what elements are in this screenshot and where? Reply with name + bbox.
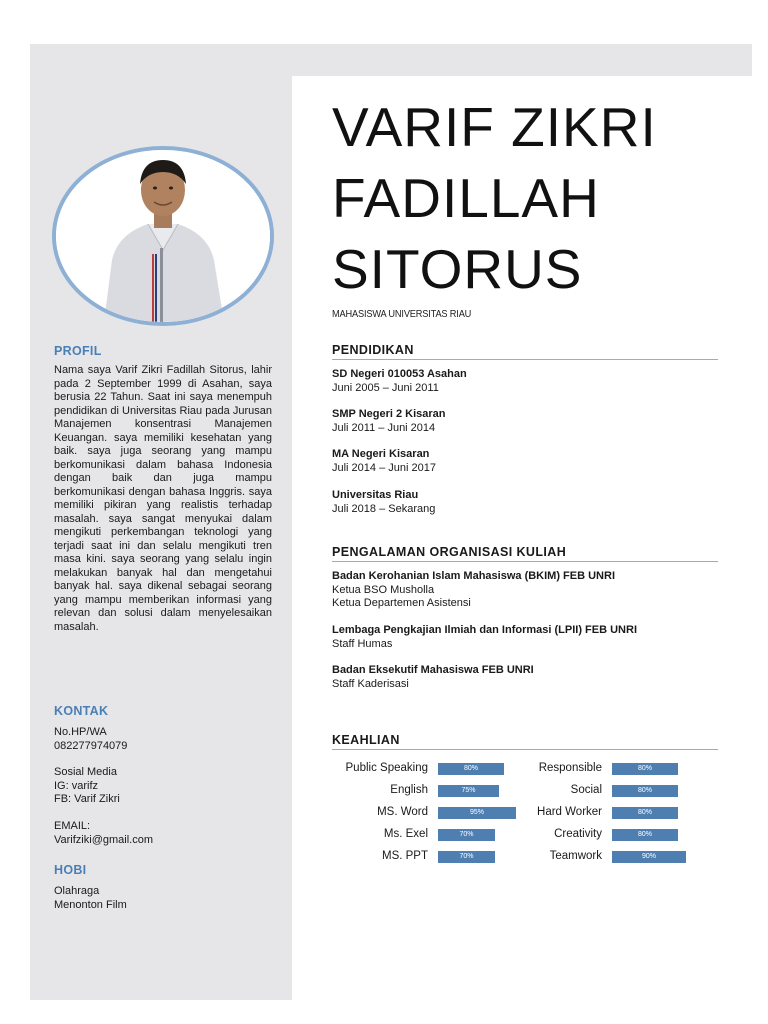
subtitle: MAHASISWA UNIVERSITAS RIAU [332,308,472,320]
school-period: Juli 2018 – Sekarang [332,502,436,515]
skill-label: Ms. Exel [383,828,428,840]
header-band [292,44,752,76]
contact-social [54,766,272,807]
organization-role: Staff Kaderisasi [332,677,409,690]
organization-item [332,570,615,611]
organisasi-heading: PENGALAMAN ORGANISASI KULIAH [332,545,718,562]
school-period: Juli 2011 – Juni 2014 [332,421,436,434]
email-label: EMAIL: [54,820,91,832]
pendidikan-heading: PENDIDIKAN [332,343,718,360]
education-item [332,448,436,475]
name-line: VARIF ZIKRI [332,96,657,158]
organization-role: Ketua Departemen Asistensi [332,597,471,609]
phone-label: No.HP/WA [54,726,107,738]
organization-name: Badan Kerohanian Islam Mahasiswa (BKIM) FEB UNRI [332,570,615,582]
hobi-list [54,885,272,912]
school-name: SD Negeri 010053 Asahan [332,368,467,380]
contact-phone [54,726,272,753]
skill-label: Responsible [538,762,602,774]
skill-bar: 80% [612,829,678,841]
skill-label: Hard Worker [537,806,602,818]
contact-email [54,820,272,847]
organization-role: Ketua BSO Musholla [332,583,435,596]
profile-photo [52,146,274,326]
social-fb: FB: Varif Zikri [54,793,120,805]
skill-bar: 95% [438,807,516,819]
social-ig: IG: varifz [54,779,99,792]
school-period: Juni 2005 – Juni 2011 [332,381,439,394]
hobi-heading: HOBI [54,863,87,877]
profil-text: Nama saya Varif Zikri Fadillah Sitorus, lahir pada 2 September 1999 di Asahan, saya berusia 22 Tahun. Saat ini saya menempuh pendidikan di Universitas Riau pada Jurusan Manajemen konsentrasi Manajemen Keuangan. saya memiliki kesehatan yang baik. saya juga seorang yang mampu berkomunikasi dalam bahasa Indonesia dengan baik dan juga mampu berkomunikasi dengan bahasa Inggris. saya memiliki pikiran yang realistis terhadap masalah. saya sangat menyukai dalam mengikuti perkembangan teknologi yang terjadi saat ini dan selalu mengikuti tren masa kini. saya seorang yang selalu ingin melakukan banyak hal dan mengetahui banyak hal. saya dikenal sebagai seorang yang mampu memberikan informasi yang relevan dan solusi dalam menyelesaikan masalah. [54,364,272,633]
hobi-item: Olahraga [54,885,100,897]
education-item [332,408,446,435]
full-name [332,92,752,305]
email-value: Varifziki@gmail.com [54,833,153,846]
hobi-item: Menonton Film [54,898,127,911]
education-item [332,489,435,516]
keahlian-heading: KEAHLIAN [332,733,718,750]
name-line: SITORUS [332,238,583,300]
school-name: SMP Negeri 2 Kisaran [332,408,446,420]
profil-heading: PROFIL [54,344,102,358]
kontak-heading: KONTAK [54,704,109,718]
skill-bar: 80% [612,785,678,797]
skill-label: MS. Word [377,806,428,818]
profile-photo-frame [52,146,274,326]
skill-label: Teamwork [549,850,602,862]
name-line: FADILLAH [332,167,600,229]
skill-label: Public Speaking [345,762,428,774]
skill-bar: 80% [612,807,678,819]
organization-role: Staff Humas [332,637,393,650]
organization-item [332,664,534,691]
skill-bar: 75% [438,785,499,797]
skill-bar: 90% [612,851,686,863]
organization-item [332,624,637,651]
phone-value: 082277974079 [54,739,128,752]
skill-bar: 70% [438,851,495,863]
skill-label: Social [570,784,602,796]
skill-label: Creativity [554,828,602,840]
organization-name: Badan Eksekutif Mahasiswa FEB UNRI [332,664,534,676]
skill-label: MS. PPT [381,850,428,862]
skill-bar: 80% [438,763,504,775]
skill-label: English [390,784,428,796]
person-photo-illustration [56,150,270,322]
school-name: Universitas Riau [332,489,419,501]
skill-bar: 80% [612,763,678,775]
organization-name: Lembaga Pengkajian Ilmiah dan Informasi (LPII) FEB UNRI [332,624,637,636]
education-item [332,368,467,395]
school-period: Juli 2014 – Juni 2017 [332,461,436,474]
social-label: Sosial Media [54,766,117,778]
skill-bar: 70% [438,829,495,841]
school-name: MA Negeri Kisaran [332,448,430,460]
